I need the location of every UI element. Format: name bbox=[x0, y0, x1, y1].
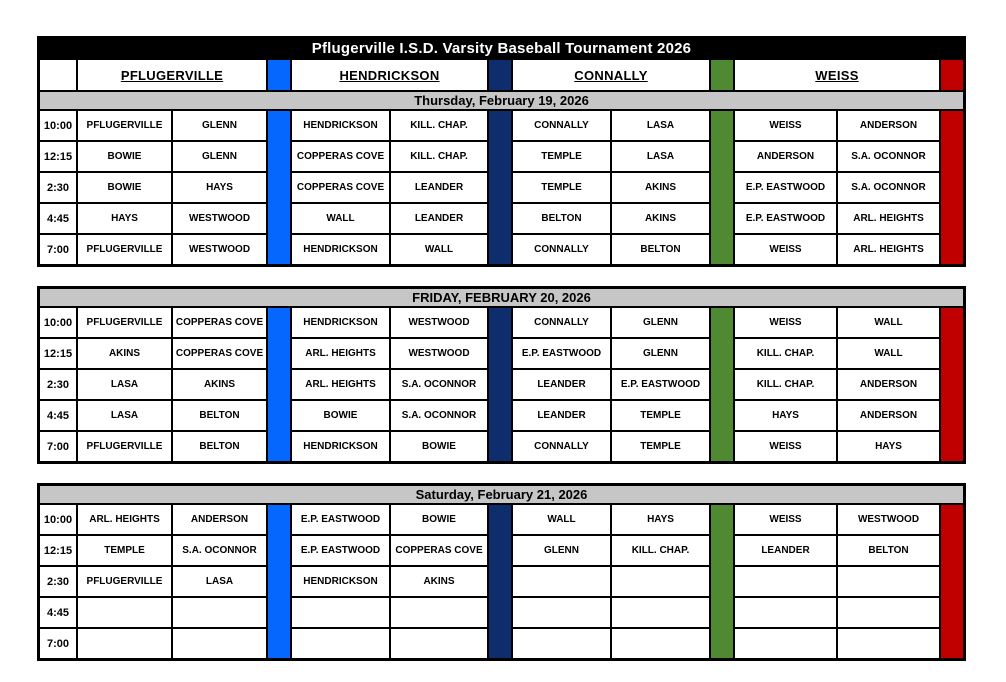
team-cell bbox=[612, 598, 709, 627]
site-header-weiss: WEISS bbox=[735, 60, 939, 90]
time-cell: 7:00 bbox=[40, 432, 76, 461]
team-cell: HAYS bbox=[173, 173, 266, 202]
schedule-block-saturday bbox=[37, 483, 966, 661]
team-cell bbox=[513, 629, 610, 658]
site-header-connally: CONNALLY bbox=[513, 60, 709, 90]
site-divider-bar-green bbox=[711, 60, 733, 90]
time-cell: 2:30 bbox=[40, 567, 76, 596]
team-cell: GLENN bbox=[612, 308, 709, 337]
team-cell: ARL. HEIGHTS bbox=[292, 370, 389, 399]
team-cell: AKINS bbox=[612, 204, 709, 233]
team-cell: HAYS bbox=[612, 505, 709, 534]
team-cell: LEANDER bbox=[391, 204, 487, 233]
team-cell: S.A. OCONNOR bbox=[173, 536, 266, 565]
team-cell: AKINS bbox=[78, 339, 171, 368]
site-header-hendrickson: HENDRICKSON bbox=[292, 60, 487, 90]
team-cell: WALL bbox=[292, 204, 389, 233]
team-cell: ANDERSON bbox=[735, 142, 836, 171]
site-divider-bar-red bbox=[941, 60, 963, 90]
team-cell: KILL. CHAP. bbox=[612, 536, 709, 565]
time-cell: 10:00 bbox=[40, 505, 76, 534]
time-cell: 12:15 bbox=[40, 142, 76, 171]
team-cell: HENDRICKSON bbox=[292, 235, 389, 264]
site-divider-bar-red bbox=[941, 505, 963, 658]
team-cell: E.P. EASTWOOD bbox=[292, 505, 389, 534]
team-cell: PFLUGERVILLE bbox=[78, 235, 171, 264]
team-cell bbox=[513, 598, 610, 627]
team-cell: COPPERAS COVE bbox=[292, 142, 389, 171]
team-cell: GLENN bbox=[612, 339, 709, 368]
tournament-title: Pflugerville I.S.D. Varsity Baseball Tournament 2026 bbox=[40, 39, 963, 58]
team-cell: ANDERSON bbox=[838, 401, 939, 430]
time-cell: 12:15 bbox=[40, 339, 76, 368]
team-cell: PFLUGERVILLE bbox=[78, 111, 171, 140]
time-cell: 2:30 bbox=[40, 173, 76, 202]
team-cell: BELTON bbox=[838, 536, 939, 565]
team-cell bbox=[513, 567, 610, 596]
team-cell: ANDERSON bbox=[838, 370, 939, 399]
team-cell: WEISS bbox=[735, 505, 836, 534]
team-cell: BELTON bbox=[173, 432, 266, 461]
team-cell: HENDRICKSON bbox=[292, 432, 389, 461]
team-cell: S.A. OCONNOR bbox=[391, 401, 487, 430]
time-cell: 4:45 bbox=[40, 204, 76, 233]
team-cell bbox=[173, 598, 266, 627]
team-cell bbox=[78, 598, 171, 627]
team-cell: HAYS bbox=[78, 204, 171, 233]
schedule-sheet bbox=[37, 36, 966, 680]
team-cell: TEMPLE bbox=[513, 142, 610, 171]
team-cell: LASA bbox=[173, 567, 266, 596]
team-cell bbox=[391, 598, 487, 627]
team-cell: BOWIE bbox=[391, 505, 487, 534]
team-cell: LASA bbox=[78, 401, 171, 430]
team-cell bbox=[735, 598, 836, 627]
team-cell: ANDERSON bbox=[838, 111, 939, 140]
site-divider-bar-navy bbox=[489, 505, 511, 658]
team-cell: BOWIE bbox=[78, 173, 171, 202]
team-cell bbox=[292, 598, 389, 627]
team-cell: COPPERAS COVE bbox=[173, 308, 266, 337]
team-cell: WESTWOOD bbox=[838, 505, 939, 534]
team-cell: BELTON bbox=[612, 235, 709, 264]
site-divider-bar-navy bbox=[489, 308, 511, 461]
team-cell: LASA bbox=[78, 370, 171, 399]
team-cell: WESTWOOD bbox=[391, 308, 487, 337]
team-cell: PFLUGERVILLE bbox=[78, 432, 171, 461]
day-header: Saturday, February 21, 2026 bbox=[40, 486, 963, 503]
team-cell: E.P. EASTWOOD bbox=[735, 204, 836, 233]
team-cell: AKINS bbox=[173, 370, 266, 399]
team-cell: ARL. HEIGHTS bbox=[838, 235, 939, 264]
team-cell: WALL bbox=[838, 339, 939, 368]
site-divider-bar-blue bbox=[268, 111, 290, 264]
site-divider-bar-blue bbox=[268, 308, 290, 461]
site-divider-bar-green bbox=[711, 111, 733, 264]
team-cell: COPPERAS COVE bbox=[173, 339, 266, 368]
team-cell: S.A. OCONNOR bbox=[838, 142, 939, 171]
team-cell: GLENN bbox=[513, 536, 610, 565]
team-cell: LASA bbox=[612, 111, 709, 140]
team-cell: WESTWOOD bbox=[173, 204, 266, 233]
team-cell: HENDRICKSON bbox=[292, 567, 389, 596]
team-cell: KILL. CHAP. bbox=[391, 142, 487, 171]
team-cell: WESTWOOD bbox=[391, 339, 487, 368]
team-cell bbox=[838, 598, 939, 627]
team-cell: ARL. HEIGHTS bbox=[838, 204, 939, 233]
time-cell: 2:30 bbox=[40, 370, 76, 399]
team-cell: WALL bbox=[513, 505, 610, 534]
team-cell: BOWIE bbox=[391, 432, 487, 461]
site-divider-bar-red bbox=[941, 111, 963, 264]
team-cell: WESTWOOD bbox=[173, 235, 266, 264]
team-cell: KILL. CHAP. bbox=[391, 111, 487, 140]
site-divider-bar-green bbox=[711, 308, 733, 461]
time-cell: 4:45 bbox=[40, 598, 76, 627]
team-cell: WEISS bbox=[735, 308, 836, 337]
team-cell bbox=[391, 629, 487, 658]
team-cell: WALL bbox=[838, 308, 939, 337]
team-cell: ARL. HEIGHTS bbox=[292, 339, 389, 368]
day-header: Thursday, February 19, 2026 bbox=[40, 92, 963, 109]
team-cell: WEISS bbox=[735, 432, 836, 461]
team-cell: KILL. CHAP. bbox=[735, 339, 836, 368]
team-cell: WEISS bbox=[735, 111, 836, 140]
team-cell bbox=[173, 629, 266, 658]
team-cell: BOWIE bbox=[78, 142, 171, 171]
team-cell: AKINS bbox=[612, 173, 709, 202]
team-cell: TEMPLE bbox=[612, 432, 709, 461]
team-cell bbox=[735, 629, 836, 658]
site-divider-bar-blue bbox=[268, 60, 290, 90]
team-cell: S.A. OCONNOR bbox=[838, 173, 939, 202]
site-divider-bar-red bbox=[941, 308, 963, 461]
team-cell: TEMPLE bbox=[513, 173, 610, 202]
team-cell: WEISS bbox=[735, 235, 836, 264]
team-cell: HENDRICKSON bbox=[292, 308, 389, 337]
team-cell: E.P. EASTWOOD bbox=[292, 536, 389, 565]
team-cell: GLENN bbox=[173, 111, 266, 140]
team-cell: CONNALLY bbox=[513, 235, 610, 264]
site-divider-bar-navy bbox=[489, 60, 511, 90]
team-cell: AKINS bbox=[391, 567, 487, 596]
team-cell bbox=[292, 629, 389, 658]
time-cell: 10:00 bbox=[40, 111, 76, 140]
team-cell: HAYS bbox=[838, 432, 939, 461]
team-cell: COPPERAS COVE bbox=[391, 536, 487, 565]
site-divider-bar-navy bbox=[489, 111, 511, 264]
day-header: FRIDAY, FEBRUARY 20, 2026 bbox=[40, 289, 963, 306]
team-cell: TEMPLE bbox=[78, 536, 171, 565]
team-cell: LEANDER bbox=[735, 536, 836, 565]
team-cell bbox=[838, 629, 939, 658]
schedule-block-thursday bbox=[37, 36, 966, 267]
time-cell: 7:00 bbox=[40, 629, 76, 658]
site-divider-bar-blue bbox=[268, 505, 290, 658]
team-cell: TEMPLE bbox=[612, 401, 709, 430]
team-cell: ARL. HEIGHTS bbox=[78, 505, 171, 534]
team-cell: CONNALLY bbox=[513, 432, 610, 461]
team-cell: E.P. EASTWOOD bbox=[735, 173, 836, 202]
team-cell: S.A. OCONNOR bbox=[391, 370, 487, 399]
team-cell: BELTON bbox=[173, 401, 266, 430]
team-cell: E.P. EASTWOOD bbox=[513, 339, 610, 368]
team-cell: COPPERAS COVE bbox=[292, 173, 389, 202]
team-cell: KILL. CHAP. bbox=[735, 370, 836, 399]
team-cell: ANDERSON bbox=[173, 505, 266, 534]
time-cell: 10:00 bbox=[40, 308, 76, 337]
team-cell: HENDRICKSON bbox=[292, 111, 389, 140]
team-cell: WALL bbox=[391, 235, 487, 264]
site-header-pflugerville: PFLUGERVILLE bbox=[78, 60, 266, 90]
team-cell: LASA bbox=[612, 142, 709, 171]
team-cell bbox=[735, 567, 836, 596]
team-cell bbox=[612, 567, 709, 596]
team-cell: PFLUGERVILLE bbox=[78, 308, 171, 337]
team-cell: PFLUGERVILLE bbox=[78, 567, 171, 596]
team-cell: LEANDER bbox=[391, 173, 487, 202]
site-divider-bar-green bbox=[711, 505, 733, 658]
team-cell: E.P. EASTWOOD bbox=[612, 370, 709, 399]
team-cell: HAYS bbox=[735, 401, 836, 430]
team-cell: LEANDER bbox=[513, 401, 610, 430]
team-cell: CONNALLY bbox=[513, 111, 610, 140]
team-cell: GLENN bbox=[173, 142, 266, 171]
team-cell bbox=[78, 629, 171, 658]
team-cell bbox=[612, 629, 709, 658]
time-cell: 12:15 bbox=[40, 536, 76, 565]
team-cell: BELTON bbox=[513, 204, 610, 233]
team-cell: CONNALLY bbox=[513, 308, 610, 337]
team-cell: BOWIE bbox=[292, 401, 389, 430]
header-corner-cell bbox=[40, 60, 76, 90]
team-cell bbox=[838, 567, 939, 596]
time-cell: 4:45 bbox=[40, 401, 76, 430]
schedule-block-friday bbox=[37, 286, 966, 464]
time-cell: 7:00 bbox=[40, 235, 76, 264]
team-cell: LEANDER bbox=[513, 370, 610, 399]
